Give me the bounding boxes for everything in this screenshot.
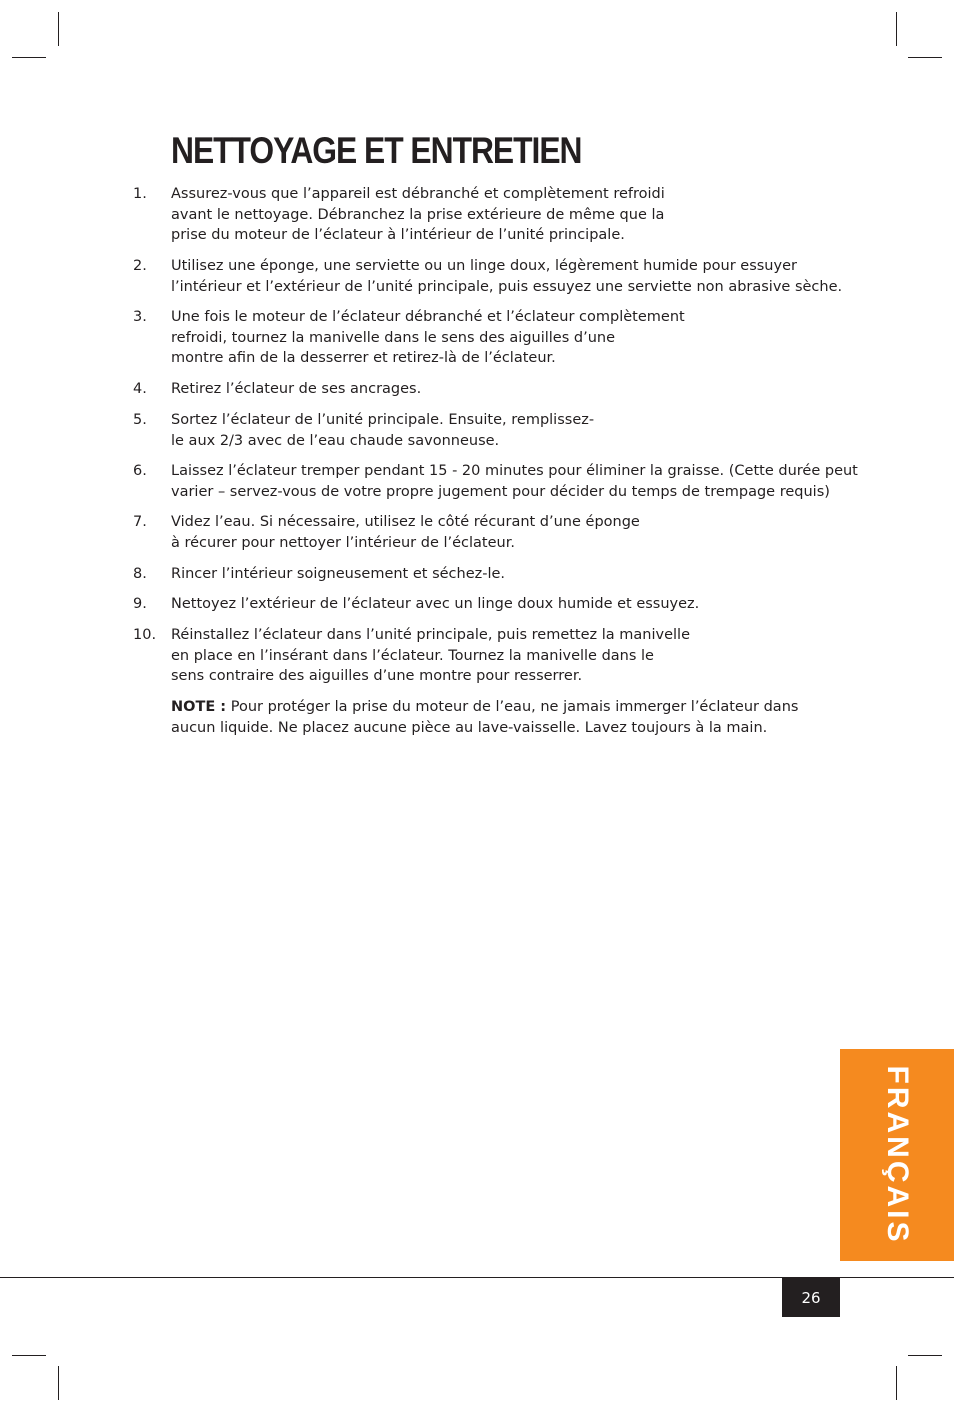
step-text [171, 461, 858, 502]
crop-mark [908, 1355, 942, 1356]
step-text [171, 307, 685, 369]
step-line: Rincer l’intérieur soigneusement et séchez-le. [171, 566, 506, 582]
step-text [171, 379, 421, 400]
step-number: 10. [133, 627, 157, 643]
step-text [171, 512, 640, 553]
page-title: NETTOYAGE ET ENTRETIEN [171, 130, 582, 171]
note-label: NOTE : [171, 699, 227, 715]
step-number: 5. [133, 412, 147, 428]
step-text [171, 410, 594, 451]
step-line: Assurez-vous que l’appareil est débranché et complètement refroidi [171, 186, 665, 202]
step-line: Nettoyez l’extérieur de l’éclateur avec un linge doux humide et essuyez. [171, 596, 700, 612]
crop-mark [908, 57, 942, 58]
step-number: 8. [133, 566, 147, 582]
step-number: 9. [133, 596, 147, 612]
step-number: 7. [133, 514, 147, 530]
note-text: Pour protéger la prise du moteur de l’eau, ne jamais immerger l’éclateur dans [230, 699, 799, 715]
note-line: aucun liquide. Ne placez aucune pièce au lave-vaisselle. Lavez toujours à la main. [171, 719, 768, 736]
step-line: prise du moteur de l’éclateur à l’intérieur de l’unité principale. [171, 227, 625, 243]
step-number: 1. [133, 186, 147, 202]
step-number: 6. [133, 463, 147, 479]
step-text [171, 594, 699, 615]
step-line: montre afin de la desserrer et retirez-là de l’éclateur. [171, 350, 556, 366]
step-number: 2. [133, 258, 147, 274]
step-line: refroidi, tournez la manivelle dans le sens des aiguilles d’une [171, 329, 615, 346]
step-line: Videz l’eau. Si nécessaire, utilisez le côté récurant d’une éponge [171, 514, 640, 530]
step-text [171, 625, 690, 687]
note-paragraph [171, 697, 798, 738]
step-line: Réinstallez l’éclateur dans l’unité principale, puis remettez la manivelle [171, 627, 690, 643]
crop-mark [58, 1366, 59, 1400]
step-line: Retirez l’éclateur de ses ancrages. [171, 381, 422, 397]
language-tab [840, 1049, 954, 1261]
step-line: Laissez l’éclateur tremper pendant 15 - 20 minutes pour éliminer la graisse. (Cette durée peut [171, 463, 858, 479]
note-line [171, 697, 798, 718]
step-text [171, 564, 505, 585]
crop-mark [58, 12, 59, 46]
crop-mark [896, 1366, 897, 1400]
step-line: en place en l’insérant dans l’éclateur. Tournez la manivelle dans le [171, 647, 654, 664]
step-line: Sortez l’éclateur de l’unité principale. Ensuite, remplissez- [171, 412, 595, 428]
step-line: varier – servez-vous de votre propre jugement pour décider du temps de trempage requis) [171, 483, 830, 500]
step-text [171, 184, 665, 246]
step-line: Une fois le moteur de l’éclateur débranché et l’éclateur complètement [171, 309, 685, 325]
step-line: le aux 2/3 avec de l’eau chaude savonneuse. [171, 432, 500, 449]
step-line: à récurer pour nettoyer l’intérieur de l’éclateur. [171, 534, 515, 551]
step-number: 4. [133, 381, 147, 397]
language-label: FRANÇAIS [881, 1065, 914, 1245]
step-text [171, 256, 842, 297]
step-line: l’intérieur et l’extérieur de l’unité principale, puis essuyez une serviette non abrasive sèche. [171, 278, 843, 295]
step-number: 3. [133, 309, 147, 325]
step-line: Utilisez une éponge, une serviette ou un linge doux, légèrement humide pour essuyer [171, 258, 797, 274]
page-number: 26 [782, 1278, 840, 1317]
crop-mark [12, 57, 46, 58]
crop-mark [896, 12, 897, 46]
step-line: sens contraire des aiguilles d’une montre pour resserrer. [171, 668, 583, 684]
step-line: avant le nettoyage. Débranchez la prise extérieure de même que la [171, 206, 665, 223]
crop-mark [12, 1355, 46, 1356]
